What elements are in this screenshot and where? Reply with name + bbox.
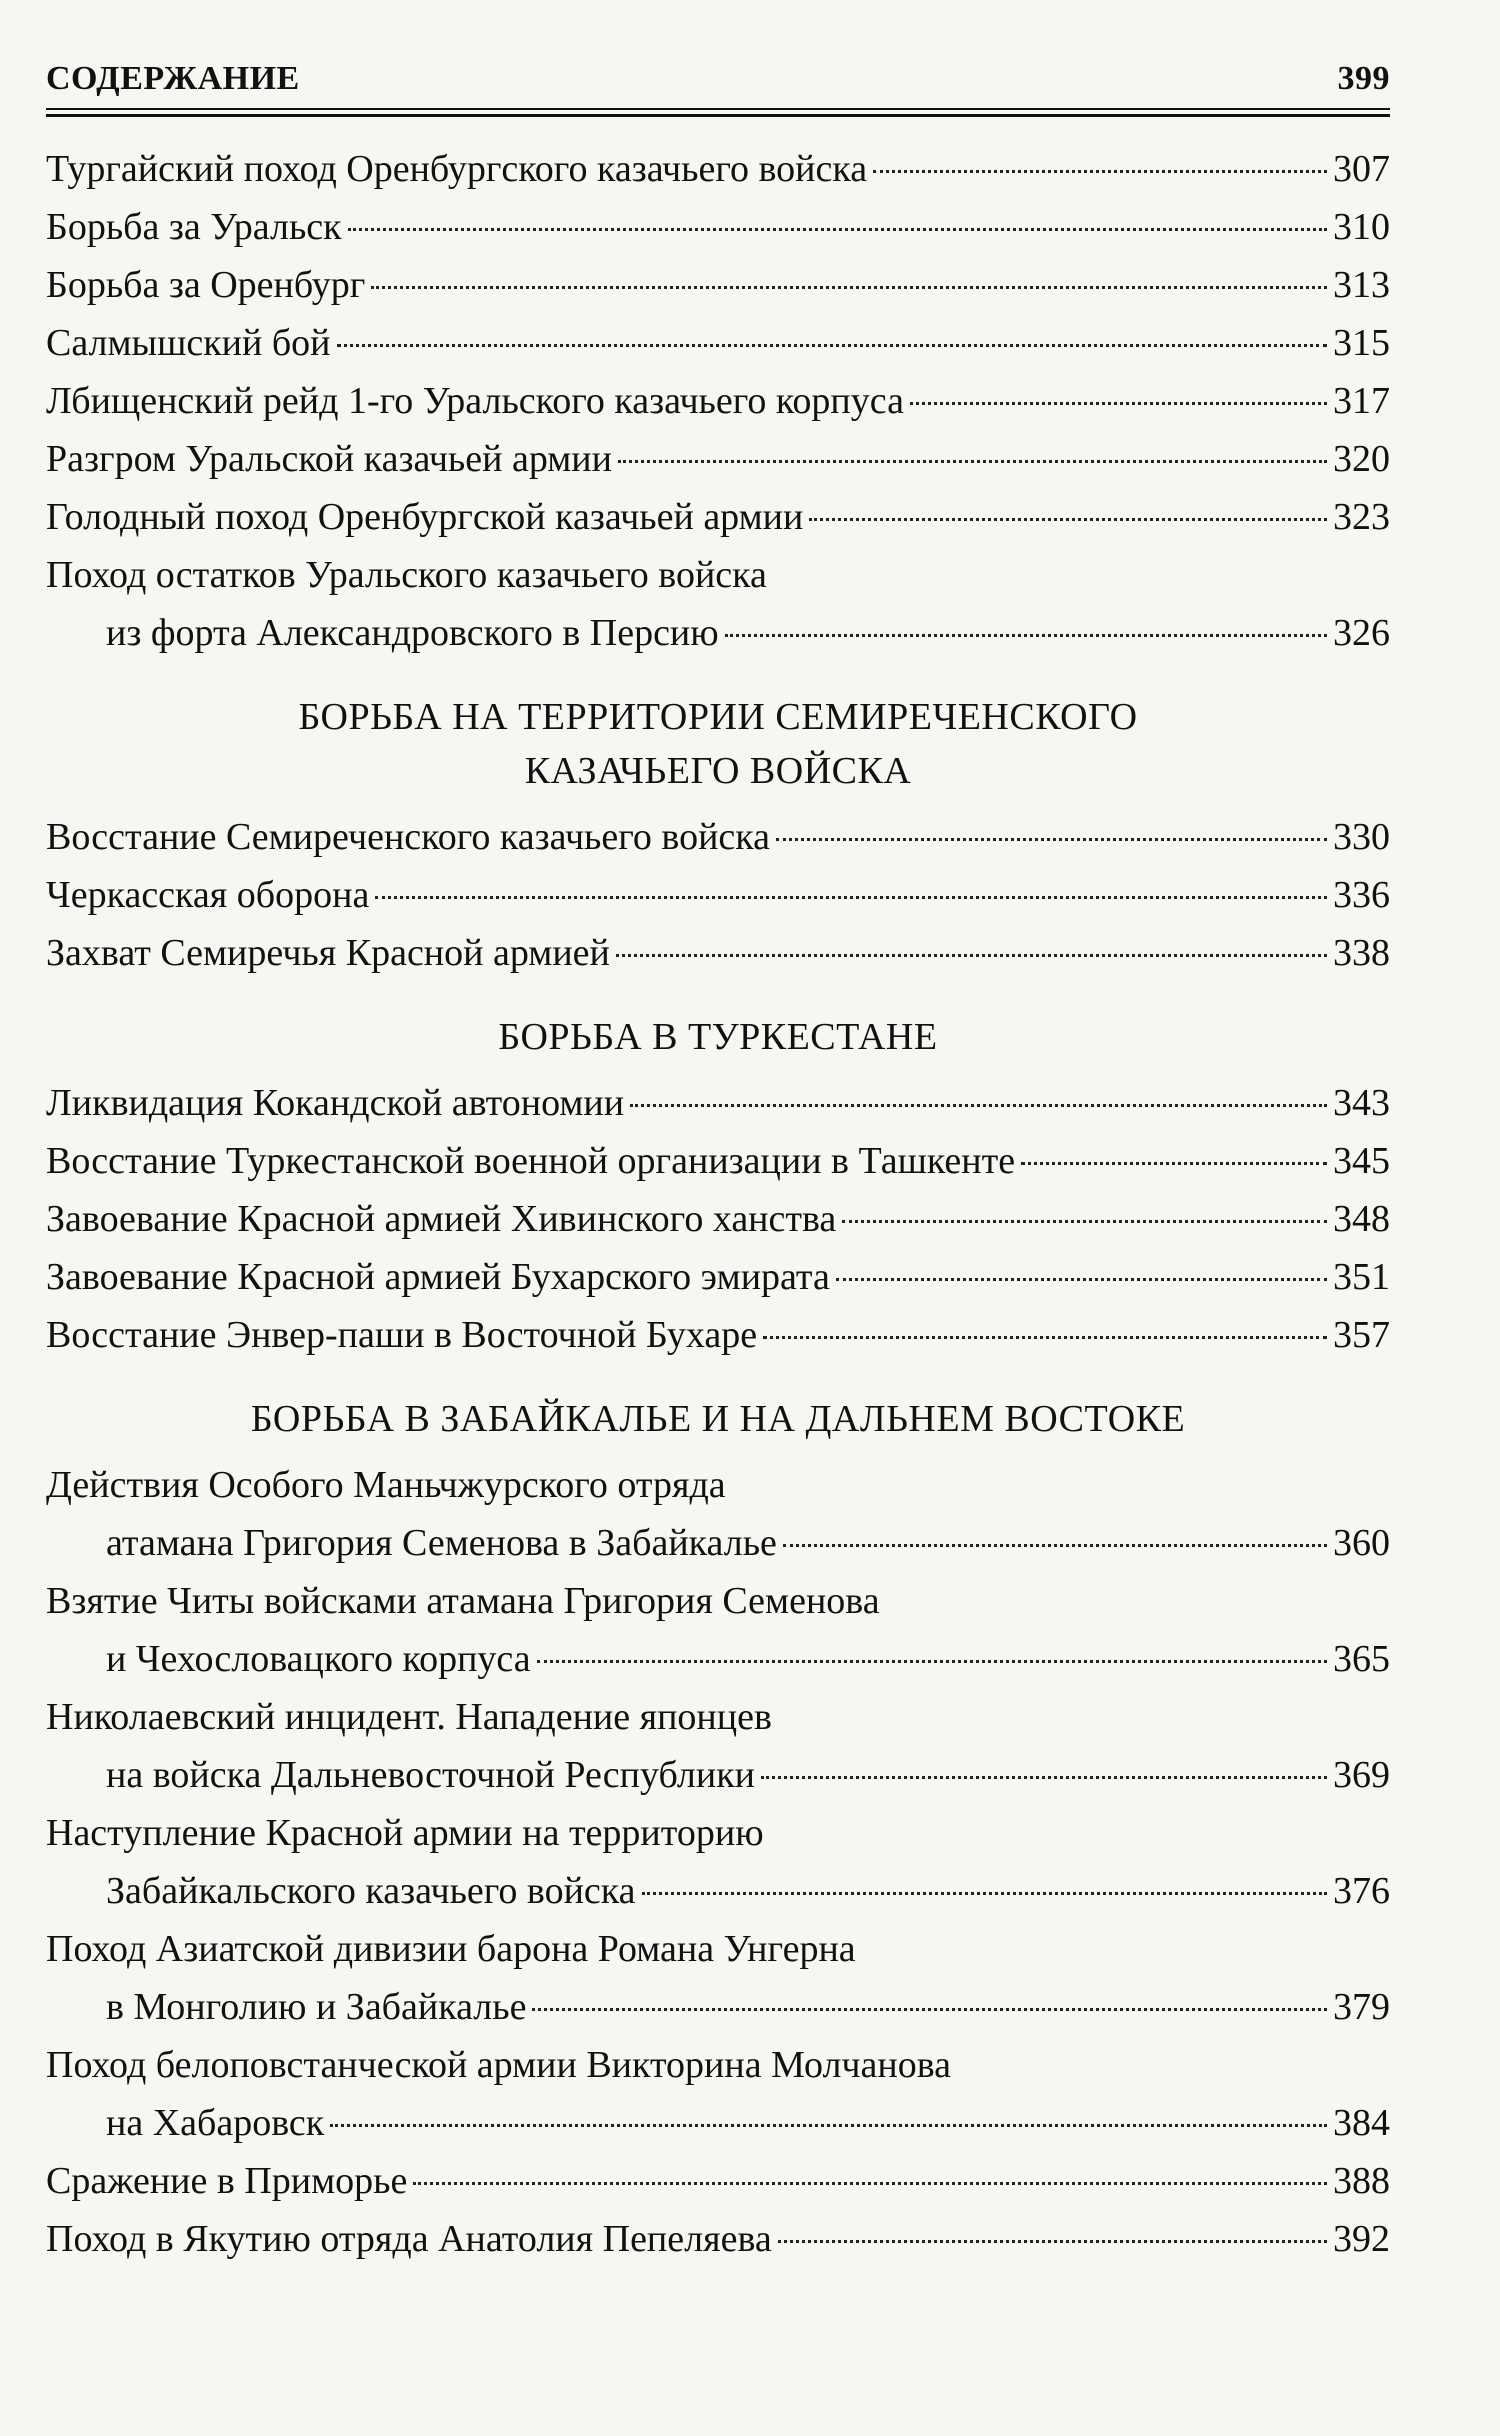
toc-entry — [46, 1804, 1390, 1920]
toc-entry-title-line1: Действия Особого Маньчжурского отряда — [46, 1464, 726, 1506]
toc-entry-title-line2: на войска Дальневосточной Республики — [106, 1754, 755, 1796]
toc-entry — [46, 1306, 1390, 1364]
toc-entry — [46, 1572, 1390, 1688]
toc-entry-title-line1: Наступление Красной армии на территорию — [46, 1812, 764, 1854]
toc-entry-title: Восстание Туркестанской военной организации в Ташкенте — [46, 1140, 1016, 1182]
toc-entry — [46, 314, 1390, 372]
toc-entry-title-line2: из форта Александровского в Персию — [106, 612, 719, 654]
toc-entry-page: 310 — [1333, 206, 1390, 248]
toc-entry — [46, 1920, 1390, 2036]
dot-leader — [348, 228, 1327, 231]
section-heading-line1: БОРЬБА НА ТЕРРИТОРИИ СЕМИРЕЧЕНСКОГО — [298, 696, 1138, 738]
toc-entry-title-line1: Поход белоповстанческой армии Викторина Молчанова — [46, 2044, 952, 2086]
dot-leader — [776, 838, 1327, 841]
dot-leader — [809, 518, 1327, 521]
toc-entry — [46, 2036, 1390, 2152]
toc-entry — [46, 1248, 1390, 1306]
dot-leader — [763, 1336, 1327, 1339]
dot-leader — [910, 402, 1327, 405]
toc-entry-title-line1: Николаевский инцидент. Нападение японцев — [46, 1696, 772, 1738]
toc-entry-page: 313 — [1333, 264, 1390, 306]
toc-entry — [46, 488, 1390, 546]
toc-entry-page: 336 — [1333, 874, 1390, 916]
toc-entry — [46, 1456, 1390, 1572]
toc-entry-page: 317 — [1333, 380, 1390, 422]
dot-leader — [618, 460, 1327, 463]
table-of-contents — [46, 140, 1390, 2268]
dot-leader — [337, 344, 1327, 347]
toc-entry-title-line2: в Монголию и Забайкалье — [106, 1986, 527, 2028]
toc-entry — [46, 256, 1390, 314]
toc-entry-title: Поход в Якутию отряда Анатолия Пепеляева — [46, 2218, 772, 2260]
toc-entry-title-line2: атамана Григория Семенова в Забайкалье — [106, 1522, 777, 1564]
toc-entry-title: Восстание Энвер-паши в Восточной Бухаре — [46, 1314, 758, 1356]
dot-leader — [630, 1104, 1327, 1107]
toc-entry-page: 307 — [1333, 148, 1390, 190]
toc-entry — [46, 1688, 1390, 1804]
dot-leader — [783, 1544, 1327, 1547]
toc-entry-title: Завоевание Красной армией Хивинского ханства — [46, 1198, 837, 1240]
toc-entry-page: 384 — [1333, 2102, 1390, 2144]
section-heading: БОРЬБА В ЗАБАЙКАЛЬЕ И НА ДАЛЬНЕМ ВОСТОКЕ — [250, 1398, 1186, 1440]
toc-entry-title: Борьба за Оренбург — [46, 264, 366, 306]
toc-entry-title-line2: на Хабаровск — [106, 2102, 325, 2144]
toc-entry-title: Борьба за Уральск — [46, 206, 342, 248]
toc-entry-page: 365 — [1333, 1638, 1390, 1680]
toc-entry-title-line2: Забайкальского казачьего войска — [106, 1870, 636, 1912]
section-heading-line2: КАЗАЧЬЕГО ВОЙСКА — [524, 750, 912, 792]
toc-entry-page: 348 — [1333, 1198, 1390, 1240]
toc-entry — [46, 546, 1390, 662]
dot-leader — [537, 1660, 1327, 1663]
toc-entry-page: 343 — [1333, 1082, 1390, 1124]
toc-entry-title: Черкасская оборона — [46, 874, 370, 916]
toc-entry-page: 392 — [1333, 2218, 1390, 2260]
toc-entry-page: 379 — [1333, 1986, 1390, 2028]
toc-entry — [46, 198, 1390, 256]
toc-entry-title: Ликвидация Кокандской автономии — [46, 1082, 625, 1124]
toc-entry-title: Голодный поход Оренбургской казачьей армии — [46, 496, 804, 538]
toc-entry — [46, 2152, 1390, 2210]
toc-entry — [46, 2210, 1390, 2268]
header-rule-thick — [46, 114, 1390, 117]
toc-entry-title: Лбищенский рейд 1-го Уральского казачьего корпуса — [46, 380, 904, 422]
page-number: 399 — [1337, 60, 1390, 97]
toc-entry — [46, 1190, 1390, 1248]
toc-entry-title: Восстание Семиреченского казачьего войска — [46, 816, 771, 858]
toc-entry — [46, 1074, 1390, 1132]
toc-entry — [46, 924, 1390, 982]
running-head — [46, 60, 1390, 98]
toc-entry — [46, 430, 1390, 488]
toc-entry — [46, 372, 1390, 430]
toc-entry-page: 357 — [1333, 1314, 1390, 1356]
toc-entry-page: 388 — [1333, 2160, 1390, 2202]
section-heading — [46, 690, 1390, 798]
toc-entry-page: 320 — [1333, 438, 1390, 480]
toc-entry-page: 323 — [1333, 496, 1390, 538]
header-rule-thin — [46, 108, 1390, 110]
dot-leader — [778, 2240, 1327, 2243]
dot-leader — [616, 954, 1327, 957]
toc-entry-title-line1: Поход Азиатской дивизии барона Романа Унгерна — [46, 1928, 856, 1970]
toc-entry-page: 369 — [1333, 1754, 1390, 1796]
dot-leader — [330, 2124, 1327, 2127]
toc-entry-page: 376 — [1333, 1870, 1390, 1912]
running-head-title: СОДЕРЖАНИЕ — [46, 60, 300, 97]
dot-leader — [375, 896, 1327, 899]
toc-entry-page: 360 — [1333, 1522, 1390, 1564]
dot-leader — [725, 634, 1327, 637]
toc-entry-page: 330 — [1333, 816, 1390, 858]
toc-entry — [46, 140, 1390, 198]
dot-leader — [532, 2008, 1327, 2011]
dot-leader — [836, 1278, 1327, 1281]
dot-leader — [873, 170, 1327, 173]
toc-entry — [46, 808, 1390, 866]
toc-entry-title: Разгром Уральской казачьей армии — [46, 438, 612, 480]
toc-entry-page: 326 — [1333, 612, 1390, 654]
dot-leader — [761, 1776, 1327, 1779]
toc-entry-page: 315 — [1333, 322, 1390, 364]
toc-entry-title: Тургайский поход Оренбургского казачьего войска — [46, 148, 868, 190]
toc-entry-title-line1: Взятие Читы войсками атамана Григория Семенова — [46, 1580, 880, 1622]
toc-entry-title-line1: Поход остатков Уральского казачьего войска — [46, 554, 767, 596]
toc-entry — [46, 1132, 1390, 1190]
toc-entry-title-line2: и Чехословацкого корпуса — [106, 1638, 531, 1680]
dot-leader — [1021, 1162, 1327, 1165]
dot-leader — [842, 1220, 1327, 1223]
dot-leader — [642, 1892, 1327, 1895]
dot-leader — [413, 2182, 1327, 2185]
toc-entry-page: 338 — [1333, 932, 1390, 974]
toc-entry-title: Захват Семиречья Красной армией — [46, 932, 610, 974]
toc-entry-page: 345 — [1333, 1140, 1390, 1182]
toc-entry — [46, 866, 1390, 924]
toc-entry-page: 351 — [1333, 1256, 1390, 1298]
toc-entry-title: Салмышский бой — [46, 322, 331, 364]
toc-entry-title: Сражение в Приморье — [46, 2160, 408, 2202]
dot-leader — [371, 286, 1327, 289]
toc-entry-title: Завоевание Красной армией Бухарского эмирата — [46, 1256, 830, 1298]
section-heading: БОРЬБА В ТУРКЕСТАНЕ — [498, 1016, 938, 1058]
